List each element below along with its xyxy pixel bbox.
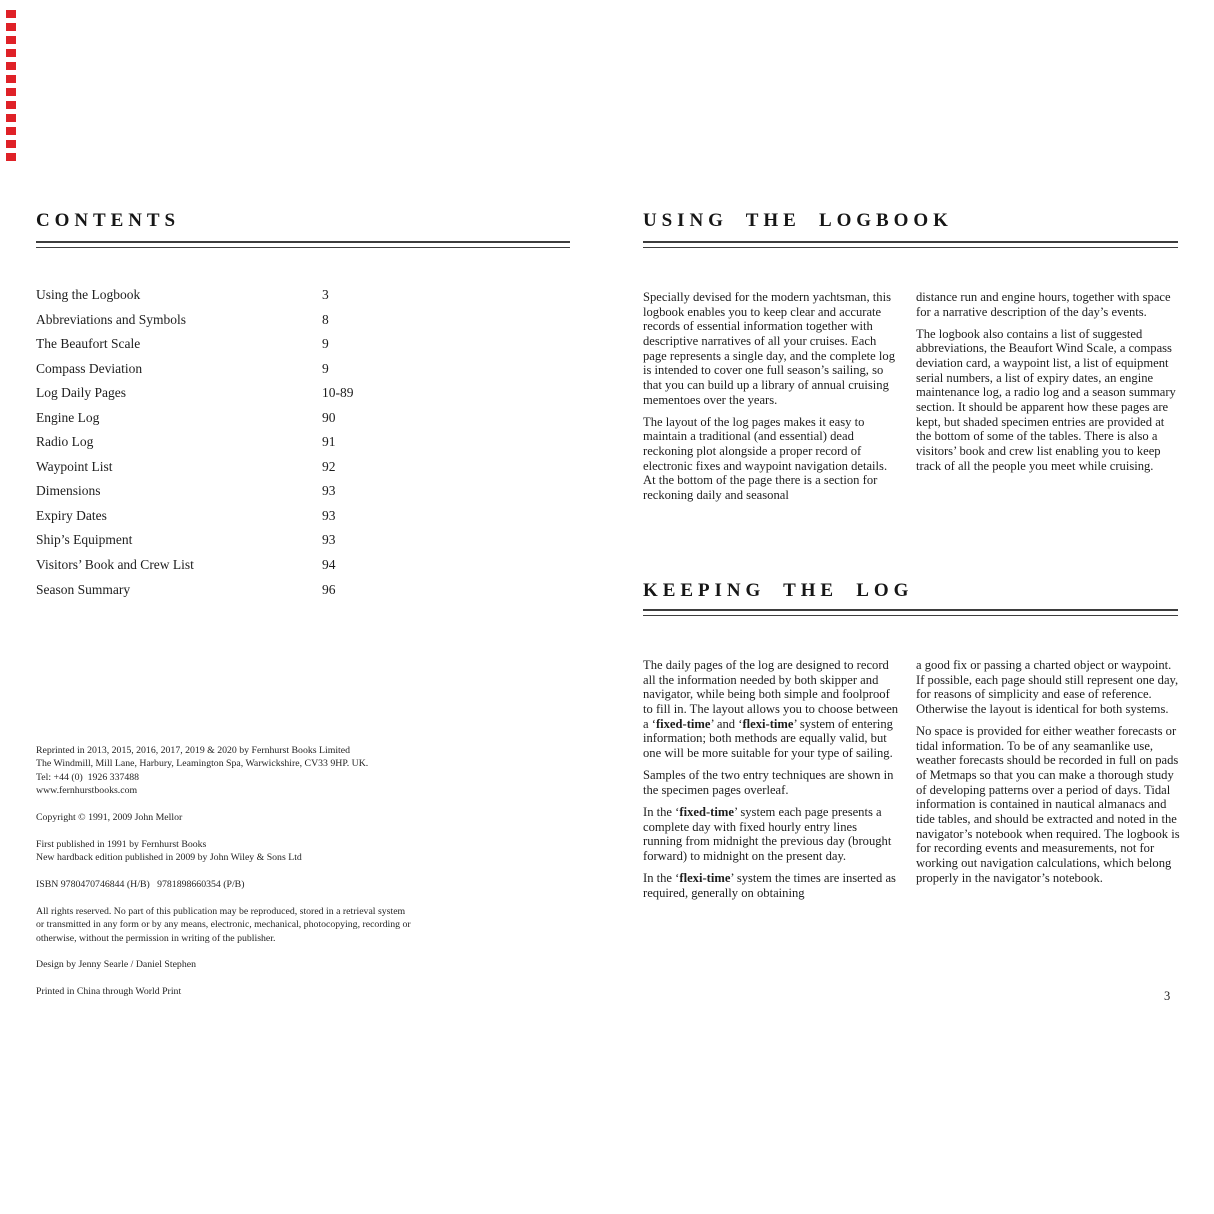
colophon-line: All rights reserved. No part of this publication may be reproduced, stored in a retrieval system	[36, 905, 406, 917]
toc-entry-label: Using the Logbook	[36, 287, 141, 302]
colophon-line: Copyright © 1991, 2009 John Mellor	[36, 812, 183, 824]
page-number: 3	[1164, 989, 1171, 1003]
toc-entry-label: Ship’s Equipment	[36, 532, 133, 548]
using-the-logbook-title: USING THE LOGBOOK	[643, 210, 953, 231]
colophon-line: ISBN 9780470746844 (H/B) 9781898660354 (P/B)	[36, 879, 245, 891]
paragraph: No space is provided for either weather forecasts or tidal information. To be of any seamanlike use, weather forecasts should be recorded in full on pads of Metmaps so that you can make a thorough study of developing patterns over a period of days. Tidal information is contained in nautical almanacs and tide tables, and should be extracted and noted in the navigator’s notebook when required. The logbook is for recording events and measurements, not for working out navigation calculations, which belong properly in the navigator’s notebook.	[916, 724, 1180, 885]
toc-entry-page: 93	[322, 532, 336, 548]
keeping-the-log-title: KEEPING THE LOG	[643, 580, 914, 601]
keeping-title-rule	[643, 609, 1178, 616]
red-edge-dash	[6, 88, 16, 96]
red-edge-dash	[6, 114, 16, 122]
page-edge-marks	[6, 10, 16, 161]
toc-entry-label: Radio Log	[36, 434, 94, 450]
colophon-group	[36, 878, 516, 891]
toc-entry-label: Season Summary	[36, 581, 131, 597]
colophon-line: New hardback edition published in 2009 by John Wiley & Sons Ltd	[36, 852, 302, 864]
paragraph: In the ‘fixed-time’ system each page presents a complete day with fixed hourly entry lines running from midnight the previous day (brought forward) to midnight on the present day.	[643, 804, 892, 863]
toc-row	[36, 410, 436, 435]
toc-entry-label: Dimensions	[36, 483, 101, 499]
paragraph: The logbook also contains a list of suggested abbreviations, the Beaufort Wind Scale, a compass deviation card, a waypoint list, a list of equipment serial numbers, a list of expiry dates, an engine maintenance log, a radio log and a season summary section. It should be apparent how these pages are kept, but shaded specimen entries are provided at the bottom of some of the tables. There is also a visitors’ book and crew list enabling you to keep track of all the people you meet while cruising.	[916, 326, 1176, 473]
toc-entry-label: Expiry Dates	[36, 507, 107, 523]
colophon-line: Reprinted in 2013, 2015, 2016, 2017, 2019 & 2020 by Fernhurst Books Limited	[36, 745, 351, 756]
red-edge-dash	[6, 62, 16, 70]
toc-entry-label: Engine Log	[36, 409, 100, 425]
toc-list	[36, 287, 436, 606]
toc-entry-page: 90	[322, 409, 336, 425]
colophon-line: Printed in China through World Print	[36, 986, 182, 998]
toc-row	[36, 508, 436, 533]
colophon-group	[36, 985, 516, 998]
colophon-line: First published in 1991 by Fernhurst Books	[36, 838, 207, 850]
toc-entry-page: 92	[322, 458, 336, 474]
red-edge-dash	[6, 49, 16, 57]
colophon-line: The Windmill, Mill Lane, Harbury, Leamington Spa, Warwickshire, CV33 9HP. UK.	[36, 758, 369, 770]
toc-entry-page: 10-89	[322, 385, 354, 401]
toc-row	[36, 336, 436, 361]
toc-entry-label: Abbreviations and Symbols	[36, 311, 186, 327]
paragraph: Samples of the two entry techniques are shown in the specimen pages overleaf.	[643, 768, 894, 797]
toc-entry-label: Log Daily Pages	[36, 385, 126, 401]
paragraph: The daily pages of the log are designed to record all the information needed by both skipper and navigator, while being both simple and foolproof to fill in. The layout allows you to choose between a ‘fixed-time’ and ‘flexi-time’ system of entering information; both methods are equally valid, but one will be more suitable for your type of sailing.	[643, 658, 899, 760]
paragraph: Specially devised for the modern yachtsman, this logbook enables you to keep clear and accurate records of essential information together with descriptive narratives of all your cruises. Each page represents a single day, and the complete log is intended to cover one full season’s sailing, so that you can build up a library of annual cruising mementoes over the years.	[643, 290, 896, 407]
toc-row	[36, 483, 436, 508]
using-column-2	[916, 290, 1180, 481]
colophon-line: Design by Jenny Searle / Daniel Stephen	[36, 959, 196, 971]
colophon-group	[36, 811, 516, 824]
using-title-rule	[643, 241, 1178, 248]
toc-entry-label: Waypoint List	[36, 458, 113, 474]
toc-row	[36, 287, 436, 312]
colophon	[36, 744, 516, 1012]
colophon-line: otherwise, without the permission in writing of the publisher.	[36, 932, 276, 944]
toc-row	[36, 532, 436, 557]
colophon-group	[36, 744, 516, 798]
toc-row	[36, 582, 436, 607]
red-edge-dash	[6, 153, 16, 161]
red-edge-dash	[6, 36, 16, 44]
paragraph: a good fix or passing a charted object or waypoint. If possible, each page should still represent one day, for reasons of simplicity and ease of reference. Otherwise the layout is identical for both systems.	[916, 658, 1179, 716]
colophon-group	[36, 838, 516, 865]
colophon-line: or transmitted in any form or by any means, electronic, mechanical, photocopying, recording or	[36, 919, 411, 931]
toc-entry-page: 9	[322, 336, 329, 352]
toc-row	[36, 312, 436, 337]
toc-row	[36, 385, 436, 410]
toc-entry-label: Visitors’ Book and Crew List	[36, 557, 194, 573]
toc-row	[36, 557, 436, 582]
colophon-group	[36, 958, 516, 971]
contents-title: CONTENTS	[36, 210, 181, 231]
red-edge-dash	[6, 75, 16, 83]
toc-entry-page: 94	[322, 557, 336, 573]
paragraph: In the ‘flexi-time’ system the times are inserted as required, generally on obtaining	[643, 871, 896, 900]
red-edge-dash	[6, 23, 16, 31]
toc-row	[36, 361, 436, 386]
toc-entry-page: 93	[322, 507, 336, 523]
toc-row	[36, 459, 436, 484]
red-edge-dash	[6, 10, 16, 18]
toc-row	[36, 434, 436, 459]
toc-entry-page: 93	[322, 483, 336, 499]
toc-entry-page: 9	[322, 360, 329, 376]
toc-entry-label: Compass Deviation	[36, 360, 143, 376]
red-edge-dash	[6, 101, 16, 109]
toc-entry-page: 8	[322, 311, 329, 327]
colophon-line: www.fernhurstbooks.com	[36, 785, 138, 797]
paragraph: The layout of the log pages makes it easy to maintain a traditional (and essential) dead reckoning plot alongside a proper record of electronic fixes and waypoint navigation details. At the bottom of the page there is a section for reckoning daily and seasonal	[643, 414, 888, 503]
toc-entry-page: 91	[322, 434, 336, 450]
toc-entry-page: 96	[322, 581, 336, 597]
colophon-group	[36, 905, 516, 945]
toc-entry-page: 3	[322, 287, 329, 302]
colophon-line: Tel: +44 (0) 1926 337488	[36, 771, 140, 783]
paragraph: distance run and engine hours, together with space for a narrative description of the day’s events.	[916, 290, 1171, 319]
red-edge-dash	[6, 127, 16, 135]
keeping-column-2	[916, 658, 1180, 893]
red-edge-dash	[6, 140, 16, 148]
contents-title-rule	[36, 241, 570, 248]
keeping-column-1	[643, 658, 899, 908]
toc-entry-label: The Beaufort Scale	[36, 336, 141, 352]
using-column-1	[643, 290, 899, 510]
